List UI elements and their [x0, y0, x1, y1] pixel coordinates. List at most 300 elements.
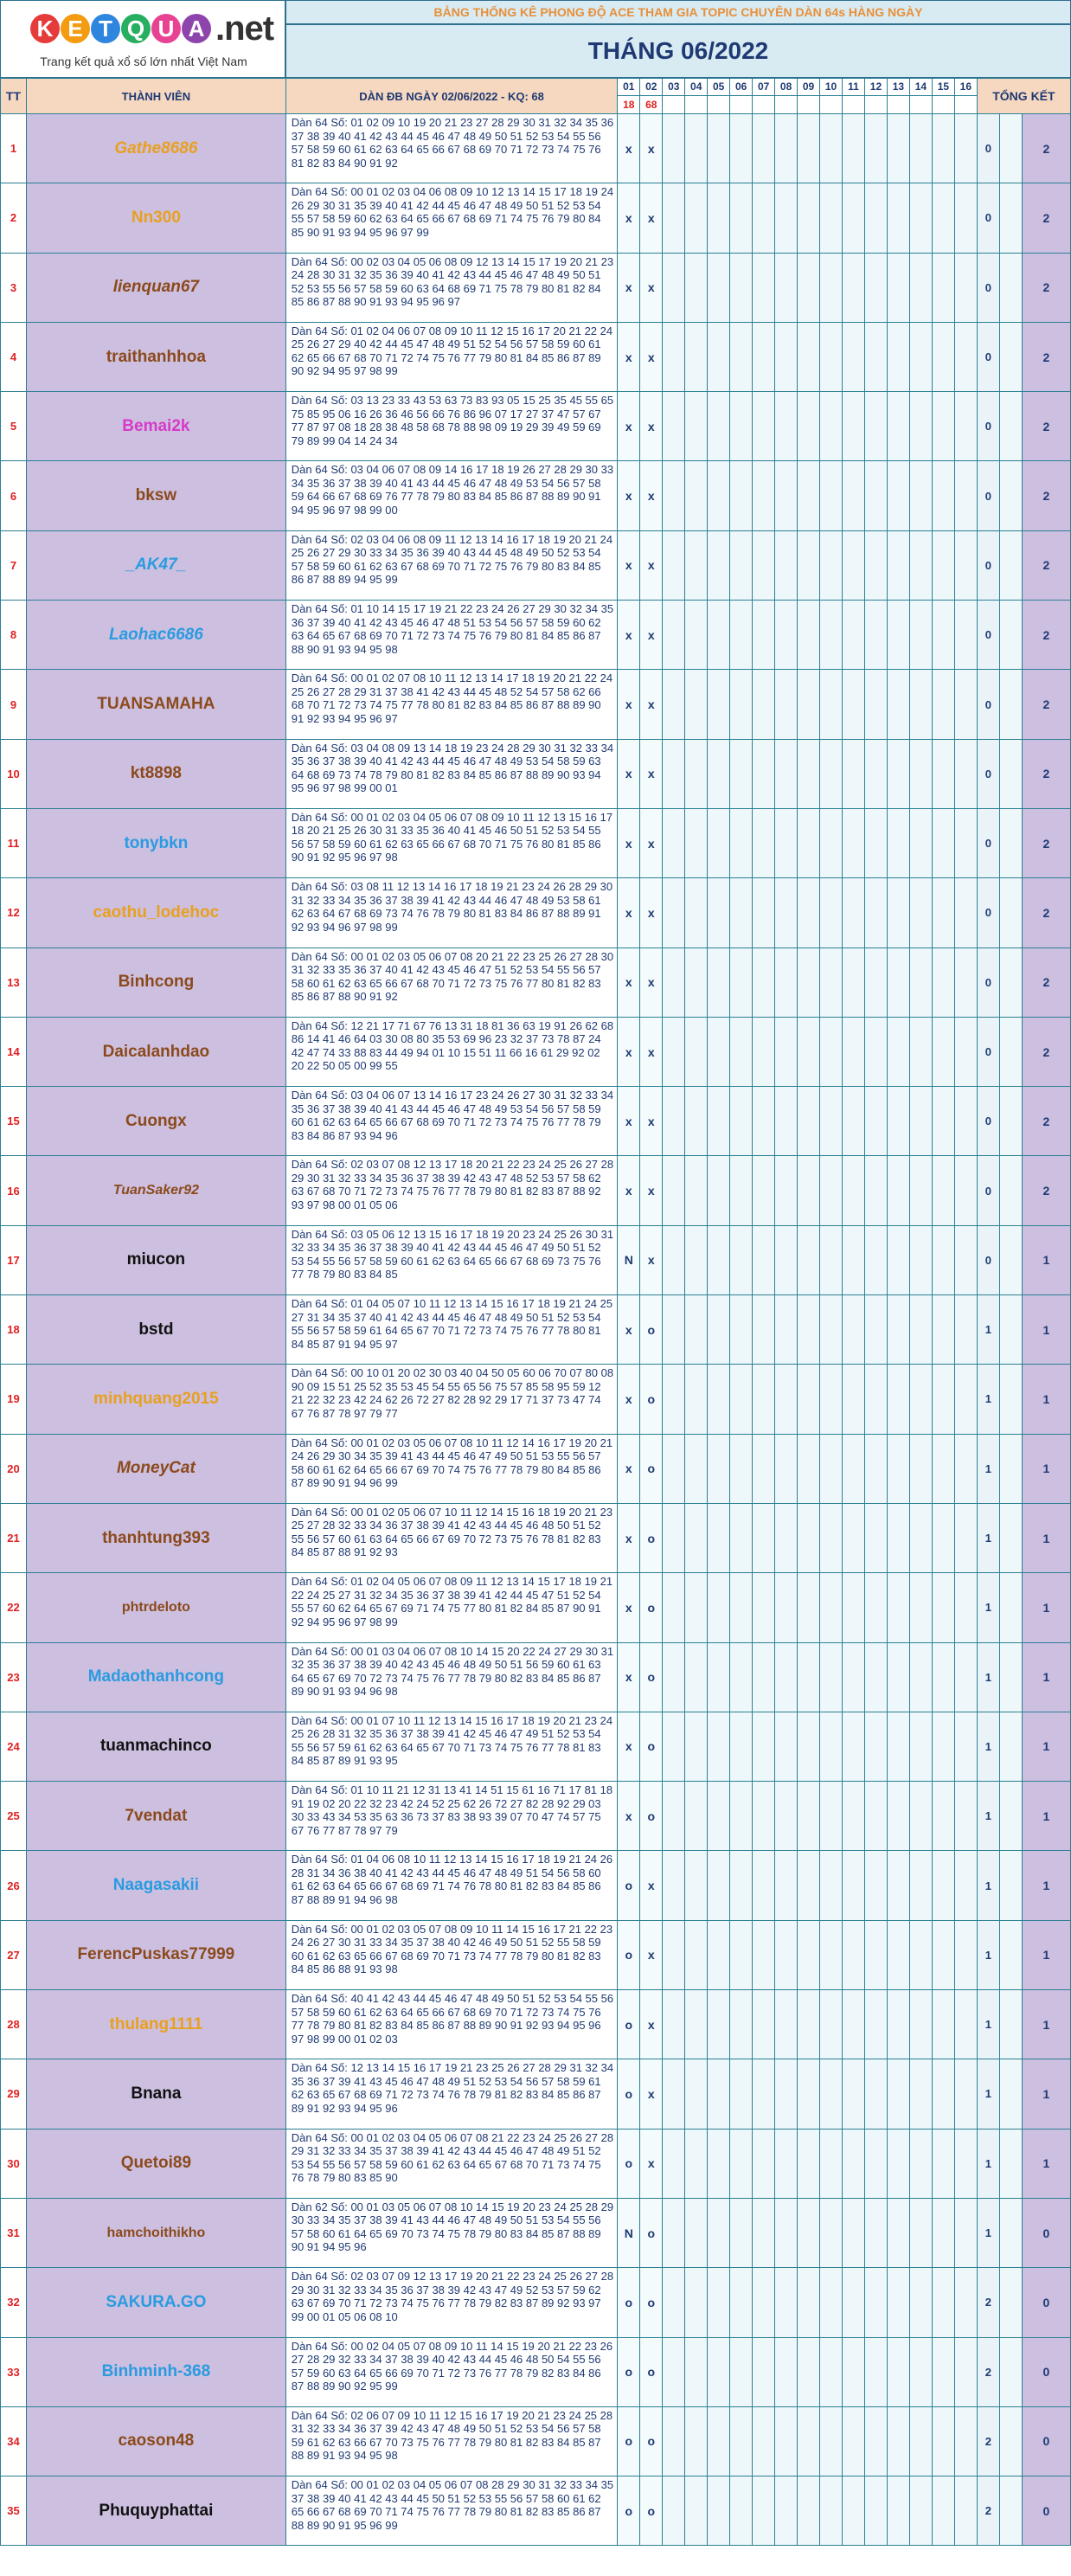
day-mark-empty — [864, 461, 887, 530]
member-dan-numbers — [285, 2337, 618, 2406]
day-mark-empty — [798, 670, 820, 739]
day-mark-empty — [864, 1156, 887, 1225]
hit-count: 1 — [977, 1782, 999, 1851]
day-mark-empty — [753, 1365, 775, 1434]
day-mark-empty — [775, 878, 798, 948]
row-index: 15 — [1, 1087, 27, 1156]
member-dan-numbers — [285, 2476, 618, 2546]
member-dan-numbers — [285, 183, 618, 253]
day-mark-empty — [864, 1503, 887, 1572]
member-name[interactable]: traithanhhoa — [26, 322, 285, 391]
month-title: THÁNG 06/2022 — [285, 24, 1071, 78]
member-name[interactable]: tonybkn — [26, 808, 285, 877]
member-name[interactable]: SAKURA.GO — [26, 2268, 285, 2337]
row-index: 12 — [1, 878, 27, 948]
day-mark-empty — [843, 1156, 865, 1225]
day-mark-empty — [708, 739, 730, 808]
day-mark-empty — [954, 1642, 977, 1712]
day-mark: o — [640, 1712, 663, 1781]
day-mark-empty — [685, 1295, 708, 1365]
dan-text: Dàn 64 Số: 02 03 04 06 08 09 11 12 13 14 16 17 18 19 20 21 24 25 26 27 29 30 33 34 35 36 39 40 43 44 45 48 49 50 52 53 54 57 58 59 60 61 62 63 67 68 69 70 71 72 75 76 79 80 83 84 85 86 87 88 89 94 95 99 — [291, 532, 613, 587]
day-mark: x — [640, 1156, 663, 1225]
day-mark-empty — [954, 1503, 977, 1572]
logo-letter-ball: Q — [121, 14, 151, 43]
member-name[interactable]: caoson48 — [26, 2406, 285, 2476]
day-mark-empty — [775, 530, 798, 600]
day-mark-empty — [730, 1017, 753, 1086]
day-mark-empty — [753, 670, 775, 739]
member-name[interactable]: Phuquyphattai — [26, 2476, 285, 2546]
member-row — [1, 601, 1071, 670]
day-mark-empty — [775, 1087, 798, 1156]
day-mark-empty — [663, 1712, 685, 1781]
day-mark: o — [640, 2268, 663, 2337]
member-name[interactable]: FerencPuskas77999 — [26, 1920, 285, 1989]
day-mark: o — [640, 1434, 663, 1503]
row-index: 30 — [1, 2129, 27, 2198]
day-mark-empty — [798, 1225, 820, 1294]
day-mark-empty — [730, 1782, 753, 1851]
day-mark-empty — [909, 1990, 932, 2059]
day-mark-empty — [954, 1087, 977, 1156]
row-index: 35 — [1, 2476, 27, 2546]
hit-count: 0 — [977, 948, 999, 1017]
board-title: BẢNG THỐNG KÊ PHONG ĐỘ ACE THAM GIA TOPIC CHUYÊN DÀN 64s HÀNG NGÀY — [285, 0, 1071, 24]
member-name[interactable]: minhquang2015 — [26, 1365, 285, 1434]
day-mark-empty — [708, 530, 730, 600]
table-body — [1, 114, 1071, 2546]
member-dan-numbers — [285, 2268, 618, 2337]
day-mark-empty — [708, 1017, 730, 1086]
day-mark: o — [618, 1851, 640, 1920]
day-mark-empty — [685, 1225, 708, 1294]
day-mark-empty — [708, 2406, 730, 2476]
day-mark-empty — [663, 1365, 685, 1434]
site-logo[interactable] — [0, 0, 285, 78]
day-mark-empty — [798, 1990, 820, 2059]
member-dan-numbers — [285, 1017, 618, 1086]
day-mark-empty — [887, 253, 909, 322]
row-index: 25 — [1, 1782, 27, 1851]
day-mark-empty — [663, 183, 685, 253]
day-mark-empty — [798, 2198, 820, 2267]
day-mark-empty — [708, 601, 730, 670]
spacer-cell — [999, 253, 1022, 322]
day-number: 05 — [708, 79, 729, 96]
day-mark-empty — [775, 2268, 798, 2337]
member-name[interactable]: thanhtung393 — [26, 1503, 285, 1572]
day-mark-empty — [954, 808, 977, 877]
hit-count: 1 — [977, 1851, 999, 1920]
day-mark-empty — [708, 253, 730, 322]
member-name[interactable]: Quetoi89 — [26, 2129, 285, 2198]
day-mark-empty — [909, 2476, 932, 2546]
day-number: 13 — [888, 79, 909, 96]
dan-text: Dàn 64 Số: 00 10 01 20 02 30 03 40 04 50 05 60 06 70 07 80 08 90 09 15 51 25 52 35 53 45 54 55 65 56 75 57 85 58 95 59 12 21 22 32 23 42 24 62 26 72 27 82 28 92 29 17 71 37 73 47 74 67 76 87 78 97 79 77 — [291, 1366, 614, 1420]
day-mark-empty — [753, 1782, 775, 1851]
day-mark-empty — [685, 1017, 708, 1086]
day-mark-empty — [663, 808, 685, 877]
day-mark-empty — [843, 1503, 865, 1572]
day-mark-empty — [798, 253, 820, 322]
day-mark: x — [640, 878, 663, 948]
day-mark-empty — [708, 1642, 730, 1712]
day-mark-empty — [909, 1712, 932, 1781]
day-mark-empty — [954, 183, 977, 253]
dan-text: Dàn 64 Số: 00 01 02 03 04 05 06 07 08 28 29 30 31 32 33 34 35 37 38 39 40 41 42 43 44 45 50 51 52 53 55 56 57 58 60 61 62 65 66 67 68 69 70 71 74 75 76 77 78 79 80 81 82 83 85 86 87 88 89 90 91 95 96 99 — [291, 2478, 614, 2532]
day-mark-empty — [820, 1156, 843, 1225]
day-mark-empty — [753, 808, 775, 877]
day-mark: x — [640, 2059, 663, 2129]
day-number: 14 — [910, 79, 932, 96]
day-mark-empty — [753, 114, 775, 183]
header-day-11 — [843, 79, 865, 114]
day-mark-empty — [820, 739, 843, 808]
day-mark-empty — [753, 1434, 775, 1503]
row-index: 14 — [1, 1017, 27, 1086]
day-mark-empty — [708, 670, 730, 739]
member-name[interactable]: Laohac6686 — [26, 601, 285, 670]
member-name[interactable]: Cuongx — [26, 1087, 285, 1156]
day-mark-empty — [798, 2406, 820, 2476]
member-name[interactable]: Binhcong — [26, 948, 285, 1017]
spacer-cell — [999, 1434, 1022, 1503]
row-index: 9 — [1, 670, 27, 739]
day-mark-empty — [708, 1295, 730, 1365]
member-row — [1, 1503, 1071, 1572]
day-mark-empty — [887, 1712, 909, 1781]
day-mark-empty — [909, 1365, 932, 1434]
day-mark-empty — [864, 2337, 887, 2406]
logo-tagline: Trang kết quả xổ số lớn nhất Việt Nam — [40, 55, 247, 68]
member-name[interactable]: tuanmachinco — [26, 1712, 285, 1781]
member-name[interactable]: MoneyCat — [26, 1434, 285, 1503]
day-mark-empty — [932, 183, 954, 253]
day-mark-empty — [775, 1782, 798, 1851]
member-name[interactable]: Bnana — [26, 2059, 285, 2129]
day-mark-empty — [887, 739, 909, 808]
day-mark-empty — [820, 253, 843, 322]
stats-table — [0, 78, 1071, 2546]
member-name[interactable]: Daicalanhdao — [26, 1017, 285, 1086]
dan-text: Dàn 64 Số: 01 10 14 15 17 19 21 22 23 24 26 27 29 30 32 34 35 36 37 39 40 41 42 43 45 46 47 48 51 53 54 56 57 58 59 60 62 63 64 65 67 68 69 70 71 72 73 74 75 76 79 80 81 84 85 86 87 88 90 91 93 94 95 98 — [291, 602, 614, 656]
day-mark-empty — [708, 114, 730, 183]
hit-count: 0 — [977, 601, 999, 670]
day-mark-empty — [954, 2198, 977, 2267]
day-mark: x — [640, 322, 663, 391]
dan-text: Dàn 64 Số: 03 05 06 12 13 15 16 17 18 19 20 23 24 25 26 30 31 32 33 34 35 36 37 38 39 40 41 42 43 44 45 46 47 49 50 51 52 53 54 55 56 57 58 59 60 61 62 63 64 65 66 67 68 69 73 75 76 77 78 79 80 83 84 85 — [291, 1227, 614, 1282]
day-mark-empty — [820, 1365, 843, 1434]
member-row — [1, 739, 1071, 808]
spacer-cell — [999, 808, 1022, 877]
day-mark-empty — [663, 1782, 685, 1851]
day-mark-empty — [909, 1920, 932, 1989]
day-mark: x — [618, 1503, 640, 1572]
day-mark-empty — [864, 1087, 887, 1156]
member-name[interactable]: bstd — [26, 1295, 285, 1365]
day-mark: x — [618, 1642, 640, 1712]
day-mark-empty — [887, 1295, 909, 1365]
day-mark-empty — [685, 392, 708, 461]
day-mark-empty — [753, 1087, 775, 1156]
day-mark-empty — [954, 2337, 977, 2406]
day-mark-empty — [887, 183, 909, 253]
spacer-cell — [999, 1782, 1022, 1851]
day-mark-empty — [775, 2129, 798, 2198]
day-mark-empty — [708, 1365, 730, 1434]
day-mark-empty — [932, 2268, 954, 2337]
day-mark-empty — [775, 2059, 798, 2129]
day-mark-empty — [798, 392, 820, 461]
member-row — [1, 2337, 1071, 2406]
day-mark-empty — [685, 1920, 708, 1989]
member-name[interactable]: TUANSAMAHA — [26, 670, 285, 739]
hit-count: 2 — [977, 2268, 999, 2337]
dan-text: Dàn 64 Số: 12 21 17 71 67 76 13 31 18 81 36 63 19 91 26 62 68 86 14 41 46 64 03 30 08 80 35 53 69 96 23 32 37 73 78 87 24 42 47 74 33 88 83 44 49 94 01 10 15 51 11 66 16 61 29 92 02 20 22 50 05 00 99 55 — [291, 1018, 614, 1073]
day-mark-empty — [753, 253, 775, 322]
total-score: 2 — [1022, 948, 1070, 1017]
spacer-cell — [999, 739, 1022, 808]
day-mark-empty — [730, 322, 753, 391]
day-mark-empty — [730, 114, 753, 183]
member-name[interactable]: thulang1111 — [26, 1990, 285, 2059]
row-index: 20 — [1, 1434, 27, 1503]
member-name[interactable]: _AK47_ — [26, 530, 285, 600]
day-mark-empty — [843, 2268, 865, 2337]
day-mark-empty — [887, 878, 909, 948]
spacer-cell — [999, 114, 1022, 183]
day-mark-empty — [663, 1225, 685, 1294]
day-mark-empty — [864, 1642, 887, 1712]
day-mark-empty — [954, 392, 977, 461]
day-mark-empty — [730, 392, 753, 461]
day-mark-empty — [887, 461, 909, 530]
dan-text: Dàn 64 Số: 02 03 07 08 12 13 17 18 20 21 22 23 24 25 26 27 28 29 30 31 32 33 34 35 36 37 38 39 42 43 47 48 52 53 57 58 62 63 67 68 70 71 72 73 74 75 76 77 78 79 80 81 82 83 87 88 92 93 97 98 00 01 05 06 — [291, 1158, 614, 1211]
spacer-cell — [999, 1920, 1022, 1989]
day-mark-empty — [730, 2129, 753, 2198]
member-row — [1, 2198, 1071, 2267]
day-mark-empty — [753, 601, 775, 670]
day-mark-empty — [798, 461, 820, 530]
day-mark-empty — [753, 739, 775, 808]
day-mark-empty — [730, 878, 753, 948]
member-row — [1, 1225, 1071, 1294]
day-mark-empty — [730, 2337, 753, 2406]
row-index: 21 — [1, 1503, 27, 1572]
spacer-cell — [999, 1225, 1022, 1294]
day-mark-empty — [708, 878, 730, 948]
day-mark-empty — [909, 2268, 932, 2337]
day-mark-empty — [730, 1851, 753, 1920]
day-mark-empty — [932, 530, 954, 600]
day-mark-empty — [954, 601, 977, 670]
day-mark-empty — [753, 2268, 775, 2337]
day-mark-empty — [864, 1434, 887, 1503]
day-mark-empty — [798, 2059, 820, 2129]
day-mark-empty — [685, 114, 708, 183]
member-dan-numbers — [285, 1434, 618, 1503]
day-result — [685, 96, 707, 113]
header-dan: DÀN ĐB NGÀY 02/06/2022 - KQ: 68 — [285, 79, 618, 114]
hit-count: 0 — [977, 1225, 999, 1294]
header-day-02 — [640, 79, 663, 114]
header-day-06 — [730, 79, 753, 114]
day-mark-empty — [708, 2476, 730, 2546]
day-result — [820, 96, 842, 113]
member-row — [1, 808, 1071, 877]
day-mark-empty — [909, 1642, 932, 1712]
day-mark-empty — [932, 878, 954, 948]
total-score: 2 — [1022, 461, 1070, 530]
day-mark-empty — [932, 1990, 954, 2059]
day-mark-empty — [730, 530, 753, 600]
dan-text: Dàn 64 Số: 00 01 02 03 05 07 08 09 10 11 14 15 16 17 21 22 23 24 26 27 30 31 33 34 35 37 38 40 42 46 49 50 51 52 55 58 59 60 61 62 63 65 66 67 68 69 70 71 73 74 77 78 79 80 81 82 83 84 85 86 88 91 93 98 — [291, 1922, 613, 1976]
member-dan-numbers — [285, 1156, 618, 1225]
day-mark-empty — [820, 183, 843, 253]
hit-count: 1 — [977, 1920, 999, 1989]
day-mark-empty — [775, 2337, 798, 2406]
member-name[interactable]: Naagasakii — [26, 1851, 285, 1920]
member-row — [1, 114, 1071, 183]
row-index: 11 — [1, 808, 27, 877]
member-name[interactable]: miucon — [26, 1225, 285, 1294]
member-name[interactable]: bksw — [26, 461, 285, 530]
day-mark-empty — [887, 1851, 909, 1920]
day-number: 02 — [640, 79, 662, 96]
spacer-cell — [999, 2059, 1022, 2129]
day-mark-empty — [753, 2476, 775, 2546]
member-row — [1, 183, 1071, 253]
total-score: 2 — [1022, 1156, 1070, 1225]
dan-text: Dàn 64 Số: 00 01 02 03 05 06 07 08 10 11 12 14 16 17 19 20 21 24 26 29 30 34 35 39 41 43 44 45 46 47 49 50 51 53 55 56 57 58 60 61 62 64 65 66 67 69 70 74 75 76 77 78 79 80 84 85 86 87 89 90 91 94 96 99 — [291, 1436, 613, 1490]
day-mark-empty — [954, 1225, 977, 1294]
member-name[interactable]: kt8898 — [26, 739, 285, 808]
member-name[interactable]: hamchoithikho — [26, 2198, 285, 2267]
logo-wordmark — [30, 11, 273, 46]
spacer-cell — [999, 392, 1022, 461]
day-mark-empty — [843, 183, 865, 253]
member-name[interactable]: Nn300 — [26, 183, 285, 253]
member-dan-numbers — [285, 2198, 618, 2267]
day-mark: x — [618, 392, 640, 461]
day-mark-empty — [730, 2406, 753, 2476]
member-dan-numbers — [285, 461, 618, 530]
hit-count: 0 — [977, 670, 999, 739]
member-row — [1, 1642, 1071, 1712]
day-mark-empty — [798, 1017, 820, 1086]
day-mark: x — [618, 1295, 640, 1365]
day-mark-empty — [685, 530, 708, 600]
day-mark-empty — [864, 739, 887, 808]
member-dan-numbers — [285, 530, 618, 600]
day-mark-empty — [909, 253, 932, 322]
day-mark-empty — [887, 2337, 909, 2406]
spacer-cell — [999, 1295, 1022, 1365]
header-total: TỔNG KẾT — [977, 79, 1070, 114]
member-name[interactable]: Binhminh-368 — [26, 2337, 285, 2406]
day-mark-empty — [843, 2406, 865, 2476]
member-name[interactable]: caothu_lodehoc — [26, 878, 285, 948]
header-day-05 — [708, 79, 730, 114]
day-mark-empty — [753, 1920, 775, 1989]
day-mark-empty — [820, 2337, 843, 2406]
day-mark-empty — [932, 739, 954, 808]
dan-text: Dàn 64 Số: 00 01 07 10 11 12 13 14 15 16 17 18 19 20 21 23 24 25 26 28 31 32 35 36 37 38 39 41 42 45 46 47 49 51 52 53 54 55 56 57 59 61 62 63 64 65 67 70 71 73 74 75 76 77 78 81 83 84 85 87 89 91 93 95 — [291, 1713, 613, 1768]
member-name[interactable]: lienquan67 — [26, 253, 285, 322]
day-mark-empty — [843, 1851, 865, 1920]
day-result — [843, 96, 864, 113]
day-mark-empty — [954, 2476, 977, 2546]
day-mark-empty — [775, 1920, 798, 1989]
dan-text: Dàn 64 Số: 03 13 23 33 43 53 63 73 83 93 05 15 25 35 45 55 65 75 85 95 06 16 26 36 46 56 66 76 86 96 07 17 27 37 47 57 67 77 87 97 08 18 28 38 48 58 68 78 88 98 09 19 29 39 49 59 69 79 89 99 04 14 24 34 — [291, 394, 614, 447]
day-mark-empty — [954, 114, 977, 183]
day-mark-empty — [753, 1851, 775, 1920]
day-mark: x — [618, 878, 640, 948]
day-mark-empty — [843, 1573, 865, 1642]
day-mark-empty — [864, 2476, 887, 2546]
member-name[interactable]: Bemai2k — [26, 392, 285, 461]
day-mark-empty — [798, 1573, 820, 1642]
total-score: 1 — [1022, 1503, 1070, 1572]
member-name[interactable]: Gathe8686 — [26, 114, 285, 183]
day-mark: x — [618, 1087, 640, 1156]
total-score: 0 — [1022, 2406, 1070, 2476]
member-dan-numbers — [285, 1851, 618, 1920]
header-day-12 — [864, 79, 887, 114]
day-result — [775, 96, 797, 113]
day-mark-empty — [887, 808, 909, 877]
member-row — [1, 530, 1071, 600]
day-mark-empty — [730, 183, 753, 253]
dan-text: Dàn 64 Số: 00 02 03 04 05 06 08 09 12 13 14 15 17 19 20 21 23 24 28 30 31 32 35 36 39 40 41 42 43 44 45 46 47 48 49 50 51 52 53 55 56 57 58 59 60 63 64 68 69 71 75 78 79 80 81 82 84 85 86 87 88 90 91 93 94 95 96 97 — [291, 254, 614, 309]
member-name[interactable]: TuanSaker92 — [26, 1156, 285, 1225]
day-mark-empty — [798, 530, 820, 600]
day-mark-empty — [820, 1851, 843, 1920]
day-mark-empty — [954, 253, 977, 322]
day-mark-empty — [663, 2406, 685, 2476]
day-mark: x — [618, 1434, 640, 1503]
day-mark-empty — [820, 1782, 843, 1851]
spacer-cell — [999, 530, 1022, 600]
day-mark-empty — [954, 1920, 977, 1989]
day-mark: x — [618, 808, 640, 877]
row-index: 1 — [1, 114, 27, 183]
member-name[interactable]: 7vendat — [26, 1782, 285, 1851]
day-mark-empty — [753, 2198, 775, 2267]
day-mark-empty — [954, 1156, 977, 1225]
logo-letter-balls — [30, 14, 212, 43]
row-index: 19 — [1, 1365, 27, 1434]
row-index: 22 — [1, 1573, 27, 1642]
day-mark-empty — [820, 878, 843, 948]
hit-count: 1 — [977, 1990, 999, 2059]
member-dan-numbers — [285, 1573, 618, 1642]
day-mark-empty — [843, 1782, 865, 1851]
member-dan-numbers — [285, 808, 618, 877]
member-name[interactable]: phtrdeloto — [26, 1573, 285, 1642]
day-mark-empty — [775, 2476, 798, 2546]
day-mark-empty — [708, 1503, 730, 1572]
day-mark-empty — [798, 739, 820, 808]
total-score: 1 — [1022, 1573, 1070, 1642]
member-dan-numbers — [285, 2406, 618, 2476]
spacer-cell — [999, 670, 1022, 739]
day-mark: x — [618, 739, 640, 808]
day-mark-empty — [864, 1365, 887, 1434]
member-name[interactable]: Madaothanhcong — [26, 1642, 285, 1712]
total-score: 2 — [1022, 392, 1070, 461]
day-mark-empty — [730, 1156, 753, 1225]
